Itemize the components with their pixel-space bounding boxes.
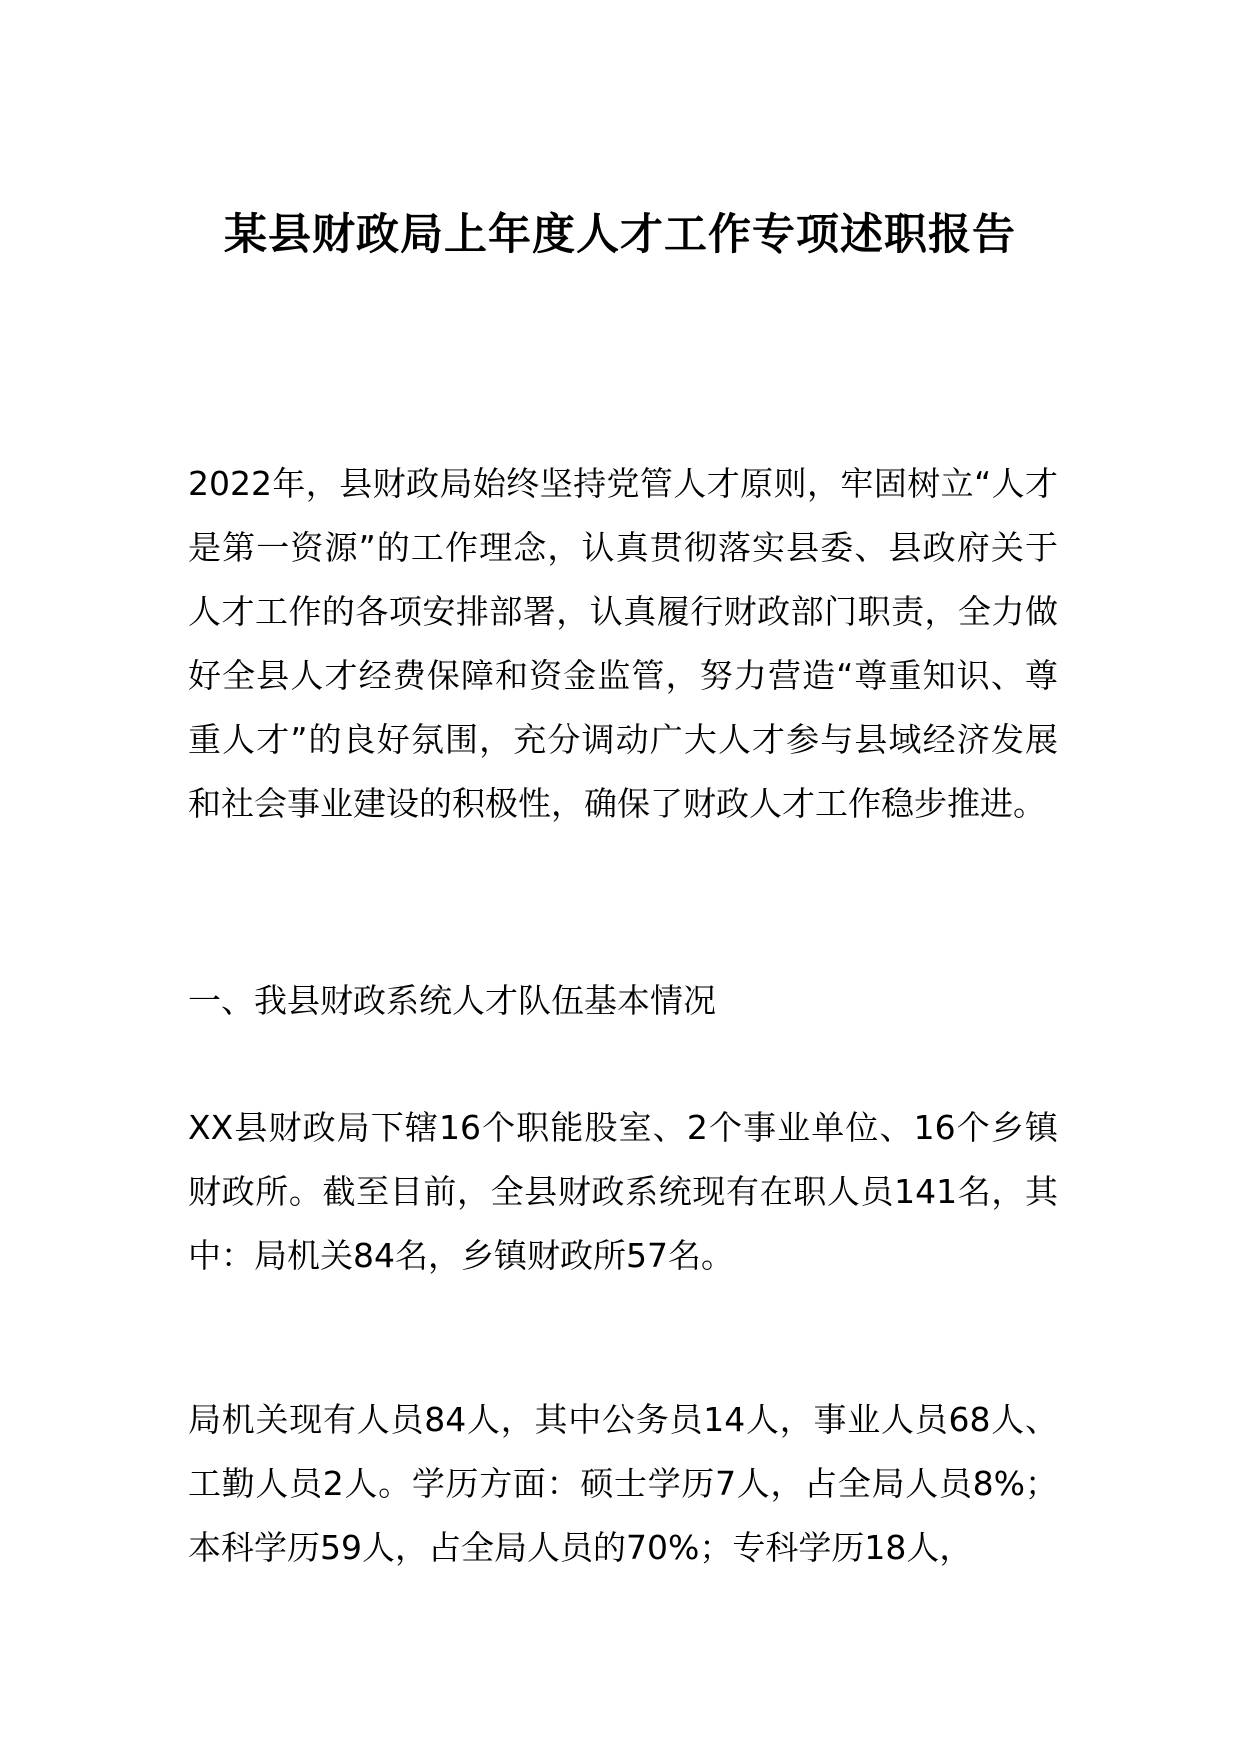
document-title: 某县财政局上年度人才工作专项述职报告 (224, 210, 1016, 260)
intro-paragraph: 2022年，县财政局始终坚持党管人才原则，牢固树立“人才是第一资源”的工作理念，认真贯彻落实县委、县政府关于人才工作的各项安排部署，认真履行财政部门职责，全力做好全县人才经费保障和资金监管，努力营造“尊重知识、尊重人才”的良好氛围，充分调动广大人才参与县域经济发展和社会事业建设的积极性，确保了财政人才工作稳步推进。 (188, 464, 1058, 823)
section-heading: 一、我县财政系统人才队伍基本情况 (188, 981, 716, 1020)
staff-overview-paragraph: XX县财政局下辖16个职能股室、2个事业单位、16个乡镇财政所。截至目前，全县财政系统现有在职人员141名，其中：局机关84名，乡镇财政所57名。 (188, 1108, 1058, 1275)
bureau-staff-paragraph: 局机关现有人员84人，其中公务员14人，事业人员68人、工勤人员2人。学历方面：硕士学历7人，占全局人员8%；本科学历59人，占全局人员的70%；专科学历18人， (188, 1400, 1058, 1567)
